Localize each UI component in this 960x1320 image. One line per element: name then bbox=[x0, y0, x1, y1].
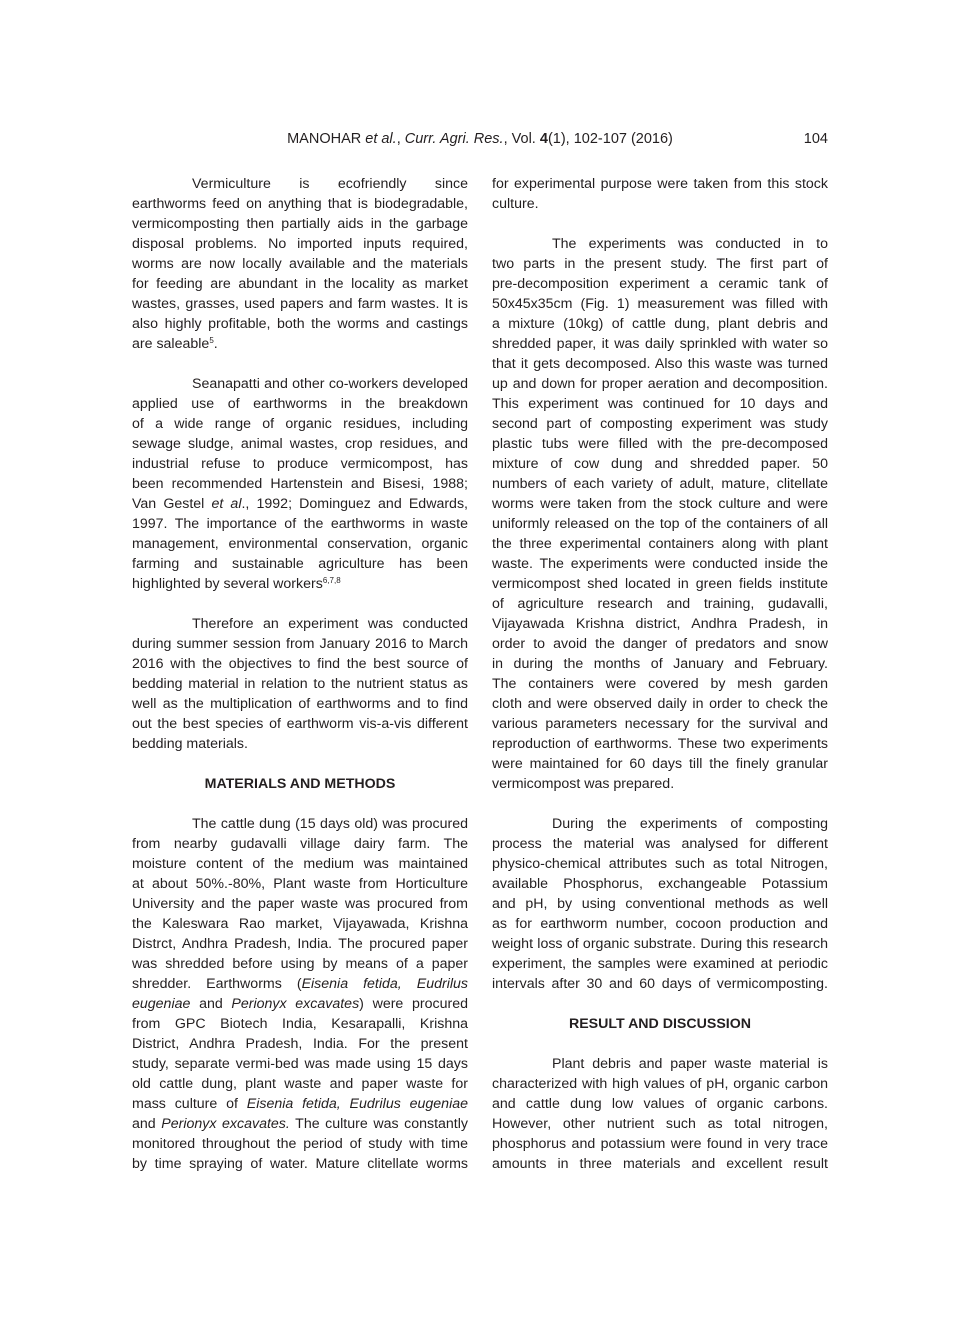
text-run: shredded paper, it was daily sprinkled with water so bbox=[492, 336, 828, 352]
text-line bbox=[492, 334, 828, 354]
text-run: of agriculture research and training, gudavalli, bbox=[492, 596, 828, 612]
text-line bbox=[132, 214, 468, 234]
text-line bbox=[492, 234, 828, 254]
text-line bbox=[492, 454, 828, 474]
text-run: MANOHAR bbox=[287, 131, 366, 147]
text-run: University and the paper waste was procured from bbox=[132, 896, 468, 912]
paragraph bbox=[132, 174, 468, 354]
text-line bbox=[132, 934, 468, 954]
text-line bbox=[492, 574, 828, 594]
text-run: weight loss of organic substrate. During this research bbox=[492, 936, 828, 952]
text-run: available Phosphorus, exchangeable Potassium bbox=[492, 876, 828, 892]
text-run: mixture of cow dung and shredded paper. 50 bbox=[492, 456, 828, 472]
text-line bbox=[132, 834, 468, 854]
text-line bbox=[492, 194, 828, 214]
text-line bbox=[492, 654, 828, 674]
text-line bbox=[132, 1034, 468, 1054]
citation-superscript: 6,7,8 bbox=[322, 576, 341, 585]
text-line bbox=[132, 654, 468, 674]
text-run: experiment, the samples were examined at periodic bbox=[492, 956, 828, 972]
italic-text: Perionyx excavates. bbox=[161, 1116, 290, 1132]
text-run: However, other nutrient such as total nitrogen, bbox=[492, 1116, 828, 1132]
text-line bbox=[492, 694, 828, 714]
text-run: of a wide range of organic residues, including bbox=[132, 416, 468, 432]
text-run: for experimental purpose were taken from this stock bbox=[492, 176, 828, 192]
italic-text: et al bbox=[211, 496, 242, 512]
text-run: disposal problems. No imported inputs required, bbox=[132, 236, 468, 252]
text-run: study, separate vermi-bed was made using 15 days bbox=[132, 1056, 468, 1072]
text-line bbox=[132, 954, 468, 974]
text-run: management, environmental conservation, organic bbox=[132, 536, 468, 552]
text-run: 50x45x35cm (Fig. 1) measurement was filled with bbox=[492, 296, 828, 312]
text-run: The cattle dung (15 days old) was procured bbox=[192, 816, 468, 832]
text-line bbox=[132, 814, 468, 834]
text-line bbox=[132, 1054, 468, 1074]
text-run: in during the months of January and February. bbox=[492, 656, 828, 672]
text-line bbox=[492, 974, 828, 994]
text-run: (1), 102-107 (2016) bbox=[547, 131, 673, 147]
text-run: 1997. The importance of the earthworms in waste bbox=[132, 516, 468, 532]
text-line bbox=[132, 454, 468, 474]
text-run: mass culture of bbox=[132, 1096, 247, 1112]
text-line bbox=[492, 1054, 828, 1074]
text-run: amounts in three materials and excellent result bbox=[492, 1156, 828, 1172]
text-line bbox=[492, 314, 828, 334]
text-line bbox=[492, 734, 828, 754]
paragraph bbox=[132, 814, 468, 1174]
text-line bbox=[492, 374, 828, 394]
text-line bbox=[132, 494, 468, 514]
text-run: Vijayawada Krishna district, Andhra Pradesh, in bbox=[492, 616, 828, 632]
text-run: This experiment was continued for 10 days and bbox=[492, 396, 828, 412]
text-run: at about 50%.-80%, Plant waste from Horticulture bbox=[132, 876, 468, 892]
left-column bbox=[132, 174, 468, 1194]
text-line bbox=[132, 294, 468, 314]
text-line bbox=[132, 474, 468, 494]
text-run: the Kaleswara Rao market, Vijayawada, Krishna bbox=[132, 916, 468, 932]
text-run: well as the multiplication of earthworms and to find bbox=[132, 696, 468, 712]
text-run: , Vol. bbox=[503, 131, 540, 147]
text-run: second part of composting experiment was study bbox=[492, 416, 828, 432]
text-run: for feeding are abundant in the locality as market bbox=[132, 276, 468, 292]
text-run: culture. bbox=[492, 196, 539, 212]
text-line bbox=[492, 914, 828, 934]
text-run: shredder. Earthworms ( bbox=[132, 976, 302, 992]
text-line bbox=[492, 274, 828, 294]
text-line bbox=[492, 834, 828, 854]
text-run: plastic tubs were filled with the pre-decomposed bbox=[492, 436, 828, 452]
text-run: vermicomposting then partially aids in the garbage bbox=[132, 216, 468, 232]
text-run: numbers of each variety of adult, mature, clitellate bbox=[492, 476, 828, 492]
text-line bbox=[132, 534, 468, 554]
text-line bbox=[492, 494, 828, 514]
text-line bbox=[132, 514, 468, 534]
text-run: Vermiculture is ecofriendly since bbox=[192, 176, 468, 192]
text-run: industrial refuse to produce vermicompost, has bbox=[132, 456, 468, 472]
text-run: worms were taken from the stock culture and were bbox=[492, 496, 828, 512]
text-line bbox=[492, 894, 828, 914]
paragraph bbox=[492, 814, 828, 994]
text-run: as for earthworm number, cocoon production and bbox=[492, 916, 828, 932]
text-line bbox=[132, 994, 468, 1014]
text-line bbox=[492, 1154, 828, 1174]
text-line bbox=[492, 1074, 828, 1094]
text-line bbox=[492, 1134, 828, 1154]
text-run: old cattle dung, plant waste and paper waste for bbox=[132, 1076, 468, 1092]
text-run: bedding material in relation to the nutrient status as bbox=[132, 676, 468, 692]
text-run: was shredded before using by means of a paper bbox=[132, 956, 468, 972]
text-run: process the material was analysed for different bbox=[492, 836, 828, 852]
text-run: that it gets decomposed. Also this waste was turned bbox=[492, 356, 828, 372]
text-run: uniformly released on the top of the containers of all bbox=[492, 516, 828, 532]
page-header bbox=[0, 129, 960, 149]
bold-text: 4 bbox=[539, 131, 548, 147]
text-run: phosphorus and potassium were found in very trace bbox=[492, 1136, 828, 1152]
text-run: The experiments was conducted in to bbox=[552, 236, 828, 252]
text-run: and bbox=[132, 1116, 162, 1132]
text-run: highlighted by several workers bbox=[132, 576, 323, 592]
text-run: physico-chemical attributes such as total Nitrogen, bbox=[492, 856, 828, 872]
section-heading: MATERIALS AND METHODS bbox=[204, 776, 396, 792]
text-run: were maintained for 60 days till the finely granular bbox=[492, 756, 828, 772]
text-line bbox=[492, 354, 828, 374]
text-run: the three experimental containers along with plant bbox=[492, 536, 828, 552]
text-run: cloth and were observed daily in order to check the bbox=[492, 696, 828, 712]
text-line bbox=[492, 1114, 828, 1134]
text-run: 2016 with the objectives to find the best source of bbox=[132, 656, 468, 672]
text-line bbox=[132, 314, 468, 334]
citation-superscript: 5 bbox=[209, 336, 214, 345]
text-line bbox=[492, 434, 828, 454]
page-number: 104 bbox=[803, 131, 828, 147]
text-line bbox=[492, 634, 828, 654]
text-run: moisture content of the medium was maintained bbox=[132, 856, 468, 872]
text-line bbox=[132, 554, 468, 574]
text-run: pre-decomposition experiment a ceramic tank of bbox=[492, 276, 828, 292]
text-run: Van Gestel bbox=[132, 496, 212, 512]
section-heading: RESULT AND DISCUSSION bbox=[568, 1016, 752, 1032]
text-line bbox=[492, 294, 828, 314]
text-line bbox=[132, 914, 468, 934]
text-line bbox=[132, 894, 468, 914]
text-run: during summer session from January 2016 to March bbox=[132, 636, 468, 652]
text-run: intervals after 30 and 60 days of vermicomposting. bbox=[492, 976, 828, 992]
text-run: worms are now locally available and the materials bbox=[132, 256, 468, 272]
running-head bbox=[280, 129, 680, 149]
text-run: During the experiments of composting bbox=[552, 816, 828, 832]
text-line bbox=[492, 954, 828, 974]
text-line bbox=[492, 714, 828, 734]
text-line bbox=[132, 174, 468, 194]
text-run: from nearby gudavalli village dairy farm. The bbox=[132, 836, 468, 852]
text-run: The containers were covered by mesh garden bbox=[492, 676, 828, 692]
text-run: Therefore an experiment was conducted bbox=[192, 616, 468, 632]
text-run: The culture was constantly bbox=[289, 1116, 468, 1132]
text-run: . bbox=[213, 336, 218, 352]
text-line bbox=[132, 734, 468, 754]
text-line bbox=[132, 434, 468, 454]
text-line bbox=[132, 1014, 468, 1034]
text-run: up and down for proper aeration and decomposition. bbox=[492, 376, 828, 392]
text-run: farming and sustainable agriculture has been bbox=[132, 556, 468, 572]
text-line bbox=[492, 614, 828, 634]
text-run: out the best species of earthworm vis-a-vis different bbox=[132, 716, 468, 732]
text-line bbox=[492, 474, 828, 494]
text-run: characterized with high values of pH, organic carbon bbox=[492, 1076, 828, 1092]
paragraph bbox=[492, 174, 828, 214]
text-run: and pH, by using conventional methods as well bbox=[492, 896, 828, 912]
text-line bbox=[492, 814, 828, 834]
text-line bbox=[492, 594, 828, 614]
text-line bbox=[492, 414, 828, 434]
text-line bbox=[132, 1134, 468, 1154]
text-line bbox=[132, 394, 468, 414]
text-line bbox=[132, 274, 468, 294]
text-line bbox=[492, 254, 828, 274]
text-run: ., 1992; Dominguez and Edwards, bbox=[241, 496, 468, 512]
paragraph bbox=[492, 1054, 828, 1174]
text-run: been recommended Hartenstein and Bisesi, 1988; bbox=[132, 476, 468, 492]
text-line bbox=[132, 674, 468, 694]
text-run: waste. The experiments were conducted inside the bbox=[492, 556, 828, 572]
text-run: also highly profitable, both the worms and castings bbox=[132, 316, 468, 332]
text-line bbox=[132, 694, 468, 714]
text-line bbox=[132, 194, 468, 214]
text-run: ) were procured bbox=[359, 996, 468, 1012]
text-run: order to avoid the danger of predators and snow bbox=[492, 636, 828, 652]
italic-text: eugeniae bbox=[132, 996, 191, 1012]
text-line bbox=[132, 1094, 468, 1114]
text-line bbox=[132, 614, 468, 634]
text-run: bedding materials. bbox=[132, 736, 248, 752]
text-run: and cattle dung low values of organic carbons. bbox=[492, 1096, 828, 1112]
text-line bbox=[132, 334, 468, 354]
text-line bbox=[132, 1114, 468, 1134]
text-run: vermicompost shed located in green fields institute bbox=[492, 576, 828, 592]
text-run: two parts in the present study. The first part of bbox=[492, 256, 828, 272]
right-column bbox=[492, 174, 828, 1194]
text-run: various parameters necessary for the survival and bbox=[492, 716, 828, 732]
text-run: monitored throughout the period of study with time bbox=[132, 1136, 468, 1152]
italic-text: Eisenia fetida, Eudrilus eugeniae bbox=[246, 1096, 468, 1112]
text-run: , bbox=[396, 131, 405, 147]
text-run: a mixture (10kg) of cattle dung, plant debris and bbox=[492, 316, 828, 332]
text-line bbox=[492, 934, 828, 954]
text-line bbox=[132, 1074, 468, 1094]
text-line bbox=[492, 514, 828, 534]
text-run: wastes, grasses, used papers and farm wastes. It is bbox=[132, 296, 468, 312]
text-run: by time spraying of water. Mature clitellate worms bbox=[132, 1156, 468, 1172]
text-run: are saleable bbox=[132, 336, 210, 352]
text-line bbox=[492, 1094, 828, 1114]
text-line bbox=[132, 874, 468, 894]
text-line bbox=[492, 394, 828, 414]
text-run: vermicompost was prepared. bbox=[492, 776, 675, 792]
text-line bbox=[132, 974, 468, 994]
text-run: applied use of earthworms in the breakdown bbox=[132, 396, 468, 412]
text-line bbox=[132, 374, 468, 394]
text-line bbox=[492, 854, 828, 874]
italic-text: Perionyx excavates bbox=[231, 996, 360, 1012]
text-run: sewage sludge, animal wastes, crop residues, and bbox=[132, 436, 468, 452]
italic-text: Eisenia fetida, Eudrilus bbox=[301, 976, 468, 992]
italic-text: et al. bbox=[365, 131, 397, 147]
paragraph bbox=[132, 374, 468, 594]
text-line bbox=[492, 774, 828, 794]
text-line bbox=[132, 254, 468, 274]
text-run: earthworms feed on anything that is biodegradable, bbox=[132, 196, 468, 212]
text-run: and bbox=[190, 996, 232, 1012]
text-line bbox=[132, 1154, 468, 1174]
text-run: Seanapatti and other co-workers developed bbox=[192, 376, 468, 392]
text-line bbox=[492, 554, 828, 574]
italic-text: Curr. Agri. Res. bbox=[404, 131, 504, 147]
text-line bbox=[132, 854, 468, 874]
text-run: Plant debris and paper waste material is bbox=[552, 1056, 828, 1072]
text-line bbox=[132, 634, 468, 654]
text-line bbox=[132, 714, 468, 734]
text-line bbox=[492, 874, 828, 894]
paragraph bbox=[132, 614, 468, 754]
text-line bbox=[132, 574, 468, 594]
text-line bbox=[132, 234, 468, 254]
text-line bbox=[132, 414, 468, 434]
text-run: from GPC Biotech India, Kesarapalli, Krishna bbox=[132, 1016, 468, 1032]
text-run: reproduction of earthworms. These two experiments bbox=[492, 736, 828, 752]
text-line bbox=[492, 674, 828, 694]
text-line bbox=[492, 174, 828, 194]
text-line bbox=[492, 534, 828, 554]
text-run: District, Andhra Pradesh, India. For the present bbox=[132, 1036, 468, 1052]
paragraph bbox=[492, 234, 828, 794]
text-run: Distrct, Andhra Pradesh, India. The procured paper bbox=[132, 936, 468, 952]
text-line bbox=[492, 754, 828, 774]
